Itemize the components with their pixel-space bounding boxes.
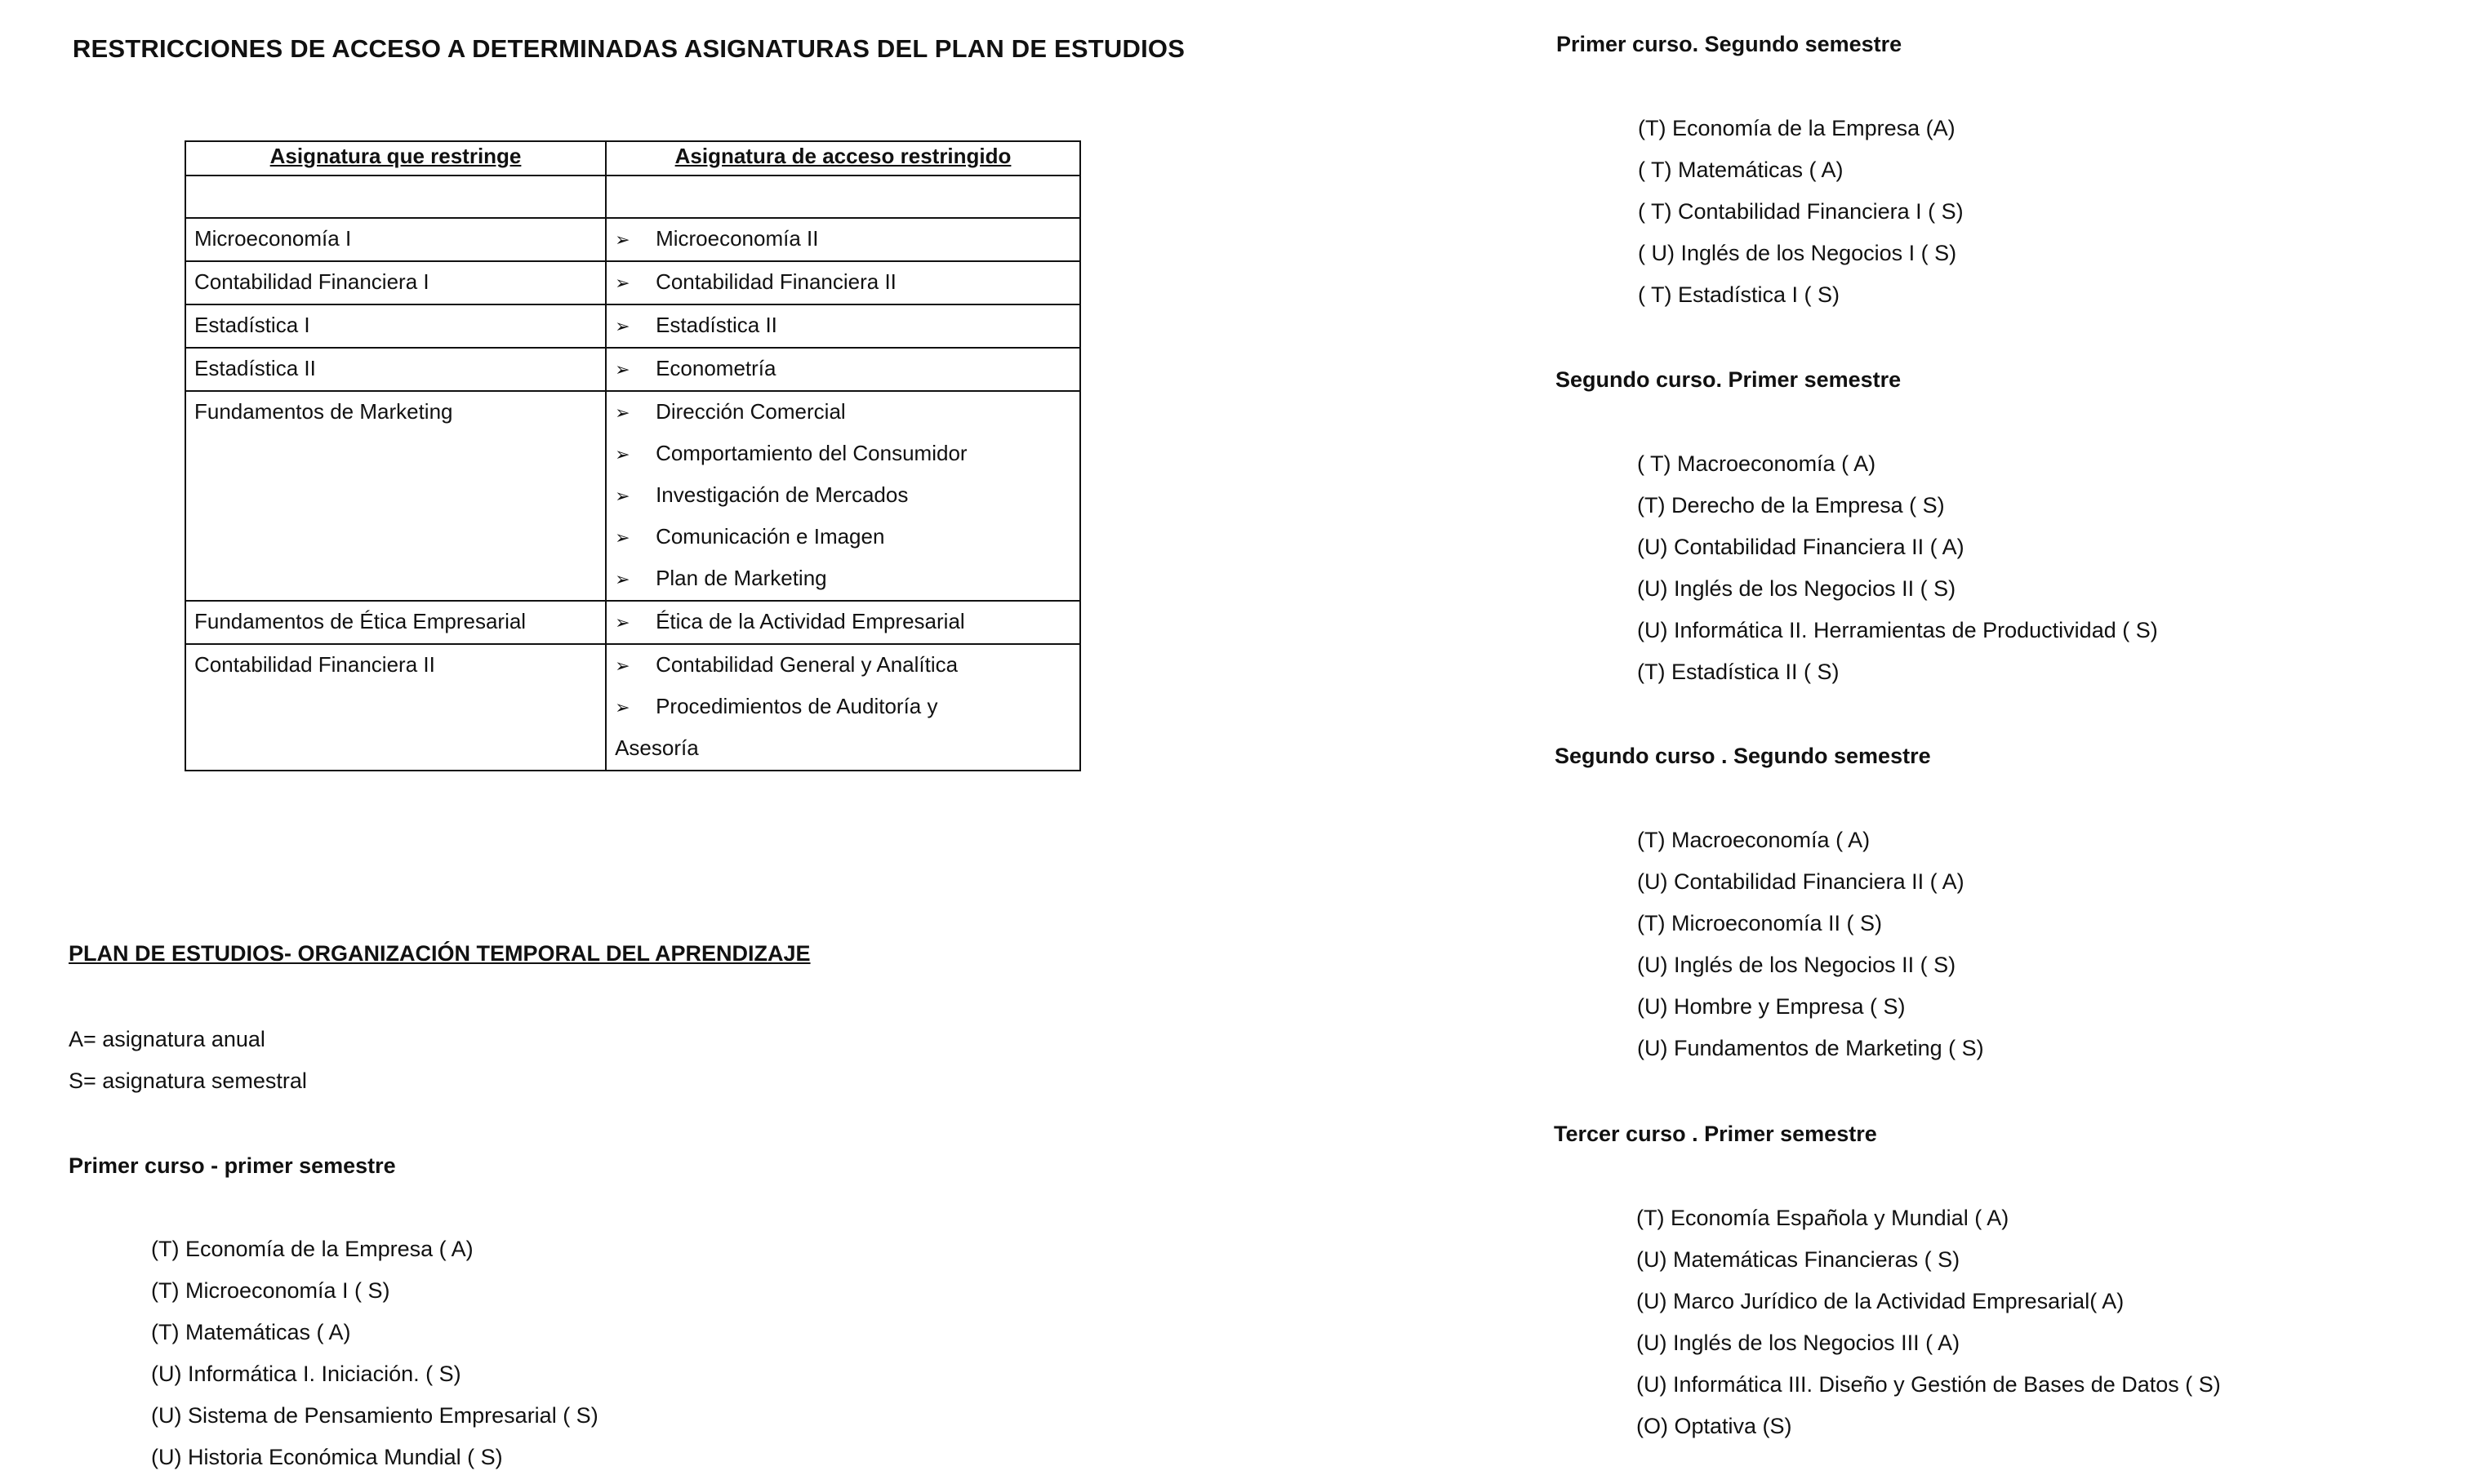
list-item: (U) Matemáticas Financieras ( S) xyxy=(1636,1247,1960,1272)
left-column xyxy=(0,0,1225,1474)
table-row xyxy=(185,218,1080,261)
restricted-cell: ➢ Microeconomía II xyxy=(606,218,1080,261)
restricts-cell: Fundamentos de Marketing xyxy=(185,391,606,601)
restricts-cell: Fundamentos de Ética Empresarial xyxy=(185,601,606,644)
list-item: (U) Fundamentos de Marketing ( S) xyxy=(1637,1036,1984,1060)
list-item: ( T) Macroeconomía ( A) xyxy=(1637,451,1876,476)
list-item: (T) Economía de la Empresa ( A) xyxy=(151,1237,474,1261)
course-heading-2-1: Segundo curso. Primer semestre xyxy=(1555,367,1902,392)
arrow-bullet-icon: ➢ xyxy=(615,273,630,293)
course-list-3-1 xyxy=(1636,1203,2221,1453)
table-header-row xyxy=(185,141,1080,176)
restricted-cell: ➢ Dirección Comercial ➢ Comportamiento del Consumidor ➢ Investigación de Mercados ➢ Comunicación e Imagen ➢ Plan de Marketing xyxy=(606,391,1080,601)
course-list-1-1 xyxy=(151,1234,598,1484)
list-item: (T) Microeconomía II ( S) xyxy=(1637,911,1883,935)
arrow-bullet-icon: ➢ xyxy=(615,527,630,548)
list-item: (U) Marco Jurídico de la Actividad Empresarial( A) xyxy=(1636,1289,2125,1313)
table-row xyxy=(185,601,1080,644)
table-row xyxy=(185,348,1080,391)
arrow-bullet-icon: ➢ xyxy=(615,444,630,464)
restricted-cell: ➢ Ética de la Actividad Empresarial xyxy=(606,601,1080,644)
arrow-bullet-icon: ➢ xyxy=(615,569,630,589)
restricts-cell: Estadística I xyxy=(185,304,606,348)
list-item: ( T) Matemáticas ( A) xyxy=(1638,158,1844,182)
list-item: (T) Economía de la Empresa (A) xyxy=(1638,116,1956,140)
restricted-cell: ➢ Contabilidad General y Analítica ➢ Procedimientos de Auditoría y Asesoría xyxy=(606,644,1080,771)
list-item: (U) Contabilidad Financiera II ( A) xyxy=(1637,869,1964,894)
course-list-1-2 xyxy=(1638,113,1964,322)
table-row xyxy=(185,644,1080,771)
arrow-bullet-icon: ➢ xyxy=(615,697,630,718)
list-item: (U) Inglés de los Negocios II ( S) xyxy=(1637,953,1956,977)
list-item: (T) Matemáticas ( A) xyxy=(151,1320,351,1344)
list-item: (T) Economía Española y Mundial ( A) xyxy=(1636,1206,2009,1230)
restricted-cell: ➢ Econometría xyxy=(606,348,1080,391)
list-item: (T) Estadística II ( S) xyxy=(1637,660,1840,684)
course-list-2-1 xyxy=(1637,449,2158,699)
course-heading-2-2: Segundo curso . Segundo semestre xyxy=(1555,744,1931,768)
list-item: (U) Hombre y Empresa ( S) xyxy=(1637,994,1906,1019)
restricts-cell: Contabilidad Financiera I xyxy=(185,261,606,304)
legend-semester: S= asignatura semestral xyxy=(69,1069,307,1093)
header-restricted: Asignatura de acceso restringido xyxy=(606,141,1080,176)
restricts-cell: Estadística II xyxy=(185,348,606,391)
course-heading-1-2: Primer curso. Segundo semestre xyxy=(1556,32,1902,56)
list-item: (U) Informática III. Diseño y Gestión de Bases de Datos ( S) xyxy=(1636,1372,2221,1397)
list-item: (U) Informática I. Iniciación. ( S) xyxy=(151,1362,461,1386)
list-item: (T) Microeconomía I ( S) xyxy=(151,1278,390,1303)
page-title: RESTRICCIONES DE ACCESO A DETERMINADAS ASIGNATURAS DEL PLAN DE ESTUDIOS xyxy=(72,34,1186,63)
list-item: (U) Inglés de los Negocios III ( A) xyxy=(1636,1331,1960,1355)
list-item: (U) Historia Económica Mundial ( S) xyxy=(151,1445,503,1469)
restricts-cell: Microeconomía I xyxy=(185,218,606,261)
arrow-bullet-icon: ➢ xyxy=(615,359,630,380)
restricts-cell: Contabilidad Financiera II xyxy=(185,644,606,771)
list-item: (U) Sistema de Pensamiento Empresarial ( S) xyxy=(151,1403,598,1428)
course-list-2-2 xyxy=(1637,825,1984,1075)
list-item: (T) Macroeconomía ( A) xyxy=(1637,828,1871,852)
legend-annual: A= asignatura anual xyxy=(69,1027,265,1051)
list-item: ( T) Estadística I ( S) xyxy=(1638,282,1840,307)
list-item: ( U) Inglés de los Negocios I ( S) xyxy=(1638,241,1957,265)
table-row xyxy=(185,391,1080,601)
arrow-bullet-icon: ➢ xyxy=(615,486,630,506)
arrow-bullet-icon: ➢ xyxy=(615,612,630,633)
arrow-bullet-icon: ➢ xyxy=(615,229,630,250)
list-item: (T) Derecho de la Empresa ( S) xyxy=(1637,493,1945,518)
restricted-cell: ➢ Estadística II xyxy=(606,304,1080,348)
list-item: (U) Inglés de los Negocios II ( S) xyxy=(1637,576,1956,601)
table-row xyxy=(185,261,1080,304)
list-item: (U) Informática II. Herramientas de Productividad ( S) xyxy=(1637,618,2158,642)
restrictions-table xyxy=(185,140,1081,771)
arrow-bullet-icon: ➢ xyxy=(615,316,630,336)
arrow-bullet-icon: ➢ xyxy=(615,655,630,676)
right-column xyxy=(1225,0,2465,1474)
header-restricts: Asignatura que restringe xyxy=(185,141,606,176)
plan-heading: PLAN DE ESTUDIOS- ORGANIZACIÓN TEMPORAL DEL APRENDIZAJE xyxy=(69,941,811,966)
table-empty-row xyxy=(185,176,1080,218)
list-item: (O) Optativa (S) xyxy=(1636,1414,1792,1438)
arrow-bullet-icon: ➢ xyxy=(615,402,630,423)
restricted-cell: ➢ Contabilidad Financiera II xyxy=(606,261,1080,304)
course-heading-1-1: Primer curso - primer semestre xyxy=(69,1153,396,1178)
list-item: ( T) Contabilidad Financiera I ( S) xyxy=(1638,199,1964,224)
list-item: (U) Contabilidad Financiera II ( A) xyxy=(1637,535,1964,559)
table-row xyxy=(185,304,1080,348)
course-heading-3-1: Tercer curso . Primer semestre xyxy=(1554,1122,1877,1146)
